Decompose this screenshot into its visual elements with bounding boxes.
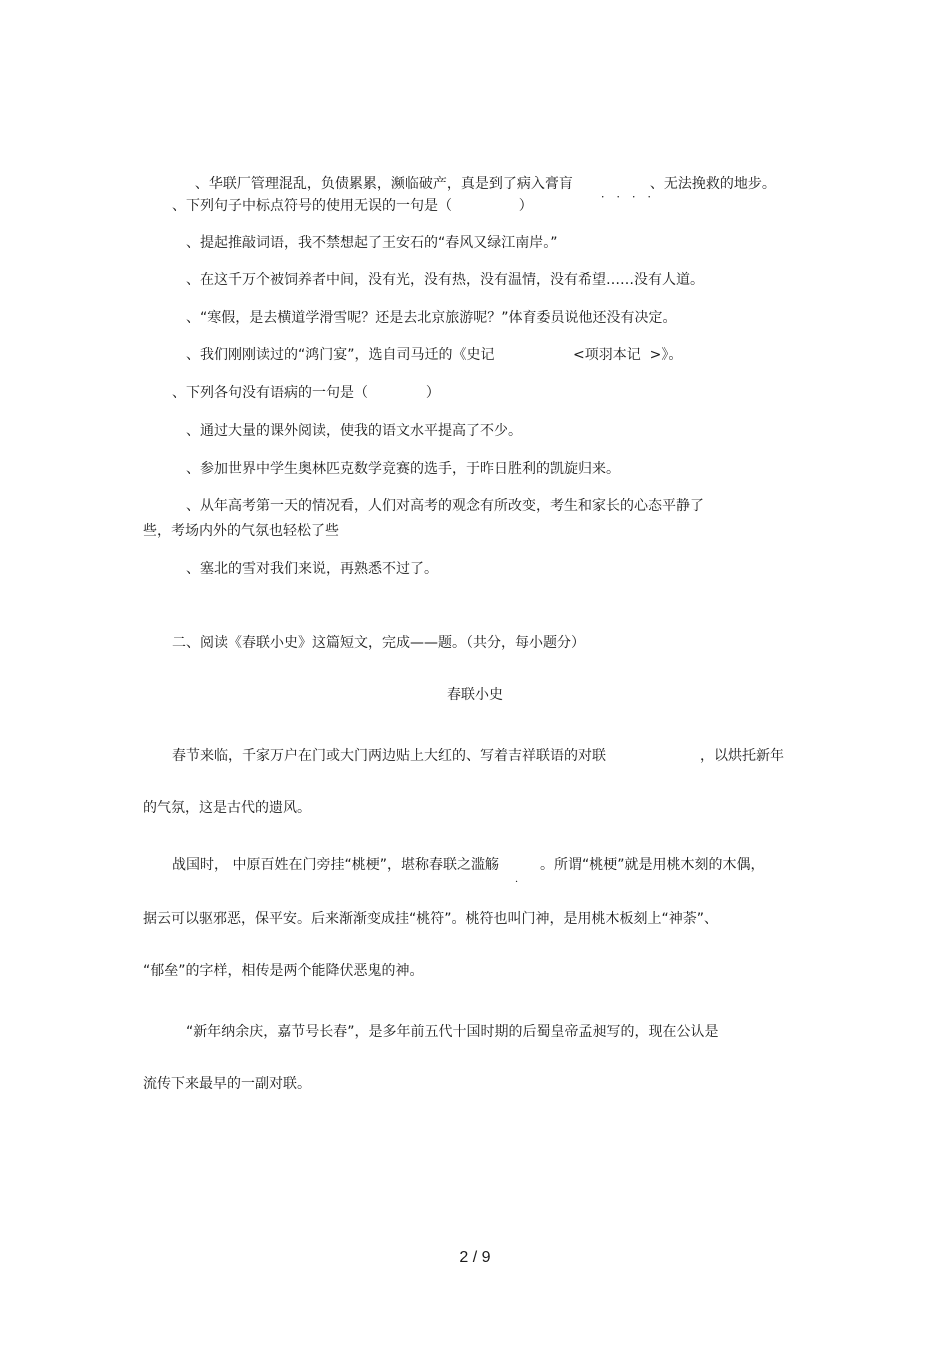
section2-heading: 二、阅读《春联小史》这篇短文，完成——题。（共分，每小题分） [172, 635, 585, 651]
q3-option-c-cont: 些，考场内外的气氛也轻松了些 [143, 523, 339, 539]
q3-option-b: 、参加世界中学生奥林匹克数学竞赛的选手，于昨日胜利的凯旋归来。 [186, 461, 620, 477]
paragraph-2-line-1: 战国时， 中原百姓在门旁挂“桃梗”，堪称春联之滥觞 [172, 857, 499, 873]
q2-option-c: 、“寒假，是去横道学滑雪呢？还是去北京旅游呢？”体育委员说他还没有决定。 [186, 310, 677, 326]
paragraph-1-line-1: 春节来临，千家万户在门或大门两边贴上大红的、写着吉祥联语的对联 [172, 748, 606, 764]
page-number: 2 / 9 [459, 1249, 491, 1266]
q3-option-a: 、通过大量的课外阅读，使我的语文水平提高了不少。 [186, 423, 522, 439]
q3-stem: 、下列各句没有语病的一句是（ ） [172, 385, 440, 401]
q2-option-d-end: <项羽本记 >》。 [573, 347, 683, 363]
paragraph-1-line-2: 的气氛，这是古代的遗风。 [143, 800, 311, 816]
q2-stem: 、下列句子中标点符号的使用无误的一句是（ ） [172, 198, 533, 214]
emphasis-dot: ． [515, 874, 525, 885]
article-title: 春联小史 [447, 687, 503, 703]
q2-option-b: 、在这千万个被饲养者中间，没有光，没有热，没有温情，没有希望……没有人道。 [186, 272, 704, 288]
q2-option-a: 、提起推敲词语，我不禁想起了王安石的“春风又绿江南岸。” [186, 235, 558, 251]
q1-item-d-tail: 、无法挽救的地步。 [649, 176, 776, 192]
paragraph-2-line-3: “郁垒”的字样，相传是两个能降伏恶鬼的神。 [143, 963, 424, 979]
q1-emphasis-dots: ．．．． [601, 187, 669, 200]
paragraph-3-line-2: 流传下来最早的一副对联。 [143, 1076, 311, 1092]
paragraph-2-line-2: 据云可以驱邪恶，保平安。后来渐渐变成挂“桃符”。桃符也叫门神，是用桃木板刻上“神荼”、 [143, 911, 719, 927]
paragraph-1-line-1-end: ，以烘托新年 [700, 748, 784, 764]
paragraph-2-line-1-end: 。所谓“桃梗”就是用桃木刻的木偶， [540, 857, 765, 873]
q3-option-d: 、塞北的雪对我们来说，再熟悉不过了。 [186, 561, 438, 577]
q2-option-d: 、我们刚刚读过的“鸿门宴”，选自司马迁的《史记 [186, 347, 495, 363]
q1-item-d: 、华联厂管理混乱，负债累累，濒临破产，真是到了病入膏肓 [194, 176, 573, 192]
paragraph-3-line-1: “新年纳余庆，嘉节号长春”，是多年前五代十国时期的后蜀皇帝孟昶写的，现在公认是 [186, 1024, 719, 1040]
q3-option-c: 、从年高考第一天的情况看，人们对高考的观念有所改变，考生和家长的心态平静了 [186, 498, 704, 514]
